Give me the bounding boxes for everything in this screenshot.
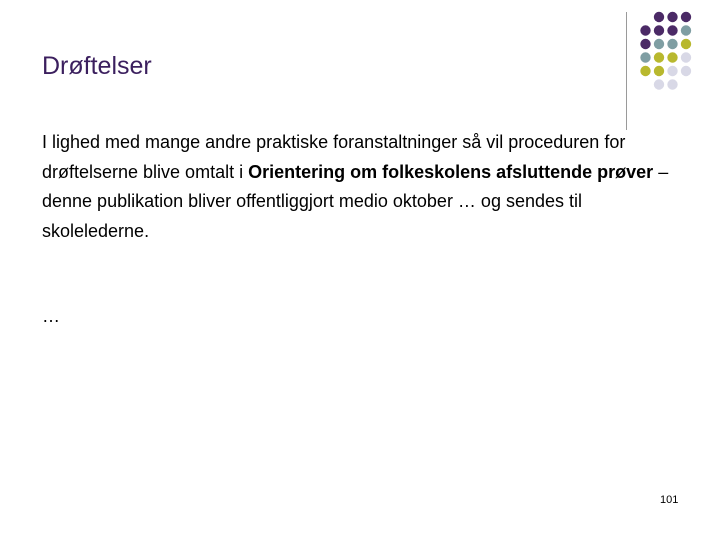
decorative-dot [667,25,677,35]
decorative-dot [681,52,691,62]
decorative-dot [640,25,650,35]
decorative-dot [681,25,691,35]
decorative-dot [654,52,664,62]
body-text-part2: – denne publikation bliver offentliggjort medio oktober … og sendes til skolelederne. [42,161,669,241]
decorative-dot [654,25,664,35]
body-text [42,128,672,246]
decorative-dot [667,66,677,76]
decorative-dot [640,39,650,49]
decorative-dot [654,79,664,89]
decorative-dot [681,66,691,76]
decorative-dot [667,52,677,62]
decorative-dot [681,12,691,22]
decorative-dot [654,66,664,76]
decorative-dot [667,79,677,89]
decorative-dot [640,52,650,62]
body-paragraph [42,128,672,246]
decorative-dot [654,39,664,49]
ellipsis: … [42,306,60,326]
decorative-dot [667,39,677,49]
page-number: 101 [660,494,679,506]
decorative-dot [654,12,664,22]
publication-title: Orientering om folkeskolens afsluttende prøver [248,161,654,182]
body-text-part1: I lighed med mange andre praktiske foranstaltninger så vil proceduren for drøftelserne blive omtalt i [42,132,626,182]
decorative-dot [681,39,691,49]
slide-title: Drøftelser [42,52,152,80]
decorative-dot [640,66,650,76]
decorative-dot [667,12,677,22]
